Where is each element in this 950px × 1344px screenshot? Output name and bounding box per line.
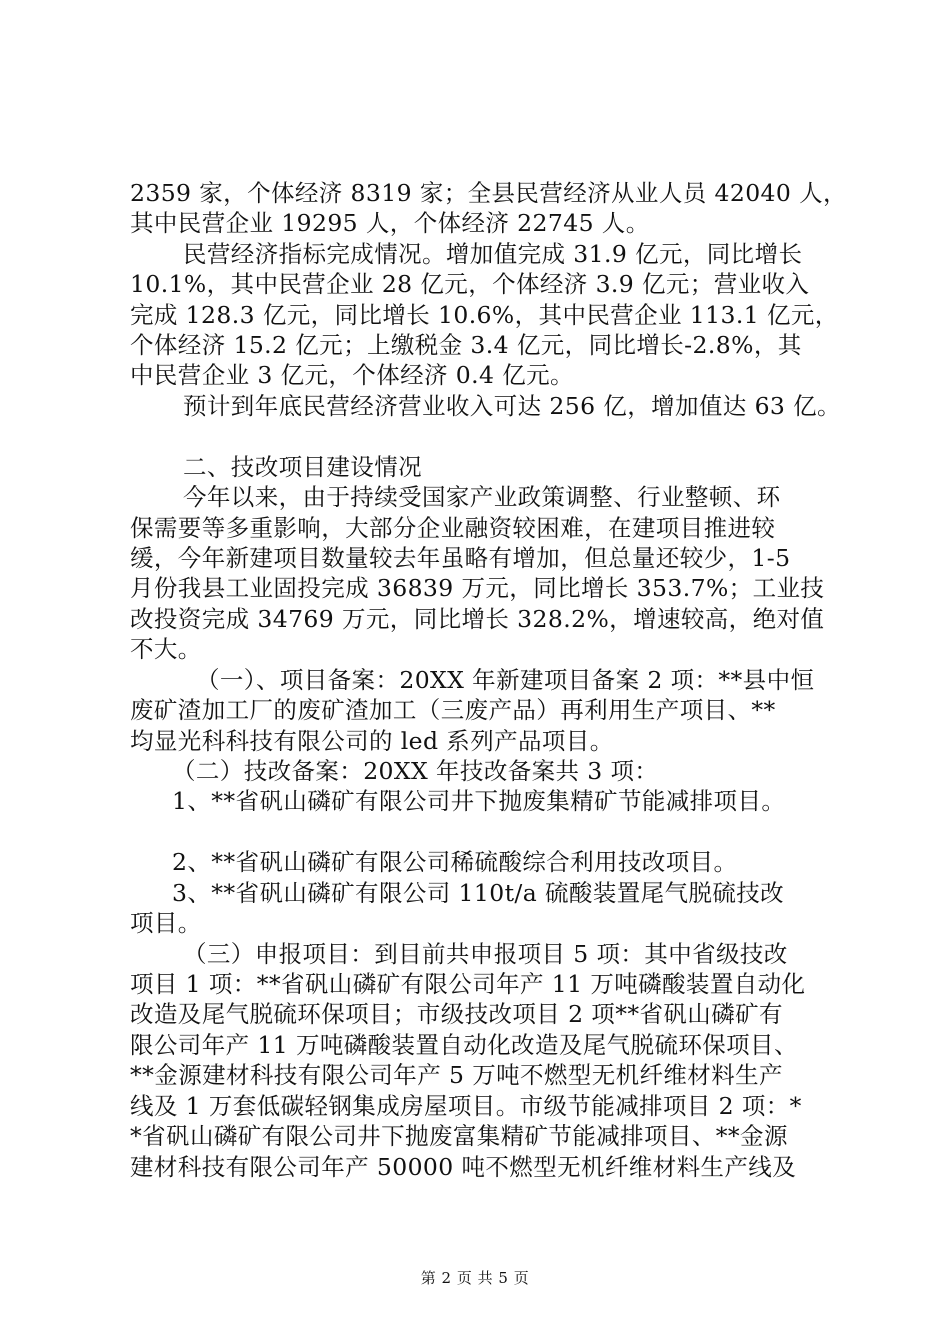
text-line: （一）、项目备案：20XX 年新建项目备案 2 项：**县中恒 — [196, 666, 815, 694]
text-line: 预计到年底民营经济营业收入可达 256 亿，增加值达 63 亿。 — [183, 392, 841, 420]
text-line: 个体经济 15.2 亿元；上缴税金 3.4 亿元，同比增长-2.8%，其 — [130, 331, 802, 359]
text-line: 缓，今年新建项目数量较去年虽略有增加，但总量还较少，1-5 — [130, 544, 791, 572]
text-line: 废矿渣加工厂的废矿渣加工（三废产品）再利用生产项目、** — [130, 696, 776, 724]
text-line: 2359 家，个体经济 8319 家；全县民营经济从业人员 42040 人， — [130, 179, 847, 207]
text-line: **金源建材科技有限公司年产 5 万吨不燃型无机纤维材料生产 — [130, 1061, 783, 1089]
page-footer: 第 2 页 共 5 页 — [420, 1269, 530, 1287]
text-line: 限公司年产 11 万吨磷酸装置自动化改造及尾气脱硫环保项目、 — [130, 1031, 798, 1059]
text-line: 二、技改项目建设情况 — [183, 453, 422, 481]
text-line: 月份我县工业固投完成 36839 万元，同比增长 353.7%；工业技 — [130, 574, 825, 602]
text-line: （二）技改备案：20XX 年技改备案共 3 项： — [172, 757, 659, 785]
text-line: 均显光科科技有限公司的 led 系列产品项目。 — [130, 727, 614, 755]
text-line: 线及 1 万套低碳轻钢集成房屋项目。市级节能减排项目 2 项：* — [130, 1092, 802, 1120]
text-line: 今年以来，由于持续受国家产业政策调整、行业整顿、环 — [183, 483, 781, 511]
text-line: 改投资完成 34769 万元，同比增长 328.2%，增速较高，绝对值 — [130, 605, 825, 633]
text-line: 建材科技有限公司年产 50000 吨不燃型无机纤维材料生产线及 — [130, 1153, 797, 1181]
text-line: 中民营企业 3 亿元，个体经济 0.4 亿元。 — [130, 361, 574, 389]
text-line: 1、**省矾山磷矿有限公司井下抛废集精矿节能减排项目。 — [172, 787, 786, 815]
text-line: 保需要等多重影响，大部分企业融资较困难，在建项目推进较 — [130, 514, 776, 542]
text-line: 10.1%，其中民营企业 28 亿元，个体经济 3.9 亿元；营业收入 — [130, 270, 810, 298]
text-line: 改造及尾气脱硫环保项目；市级技改项目 2 项**省矾山磷矿有 — [130, 1000, 783, 1028]
text-line: 2、**省矾山磷矿有限公司稀硫酸综合利用技改项目。 — [172, 848, 738, 876]
text-line: 不大。 — [130, 635, 202, 663]
text-line: 民营经济指标完成情况。增加值完成 31.9 亿元，同比增长 — [183, 240, 803, 268]
text-line: 其中民营企业 19295 人，个体经济 22745 人。 — [130, 209, 650, 237]
text-line: 3、**省矾山磷矿有限公司 110t/a 硫酸装置尾气脱硫技改 — [172, 879, 785, 907]
text-line: 项目 1 项：**省矾山磷矿有限公司年产 11 万吨磷酸装置自动化 — [130, 970, 806, 998]
text-line: 项目。 — [130, 909, 202, 937]
text-line: （三）申报项目：到目前共申报项目 5 项：其中省级技改 — [183, 940, 788, 968]
text-line: 完成 128.3 亿元，同比增长 10.6%，其中民营企业 113.1 亿元， — [130, 301, 839, 329]
text-line: *省矾山磷矿有限公司井下抛废富集精矿节能减排项目、**金源 — [130, 1122, 788, 1150]
